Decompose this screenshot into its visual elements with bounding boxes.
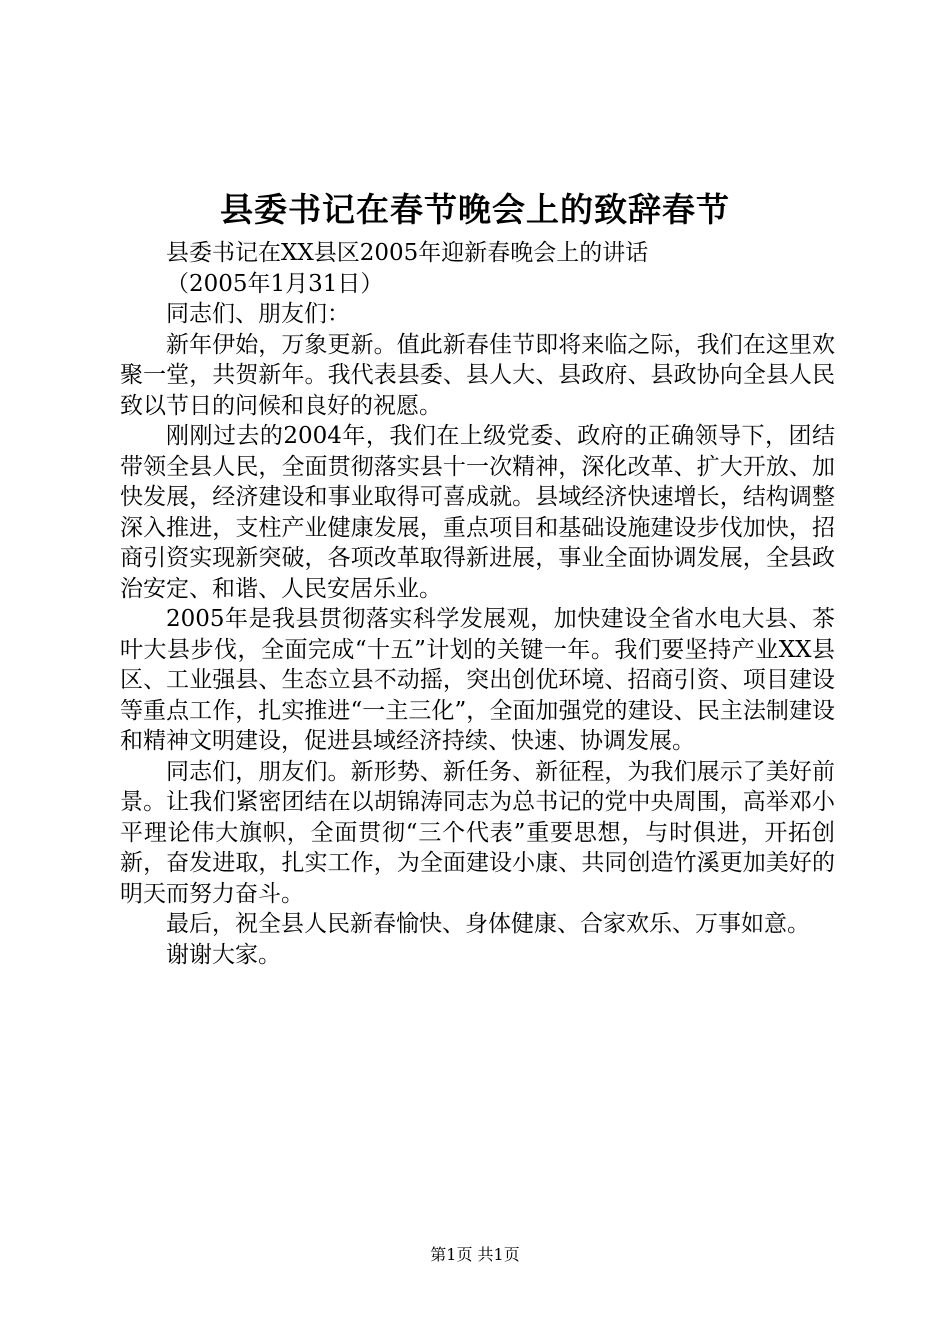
- closing-thanks: 谢谢大家。: [166, 941, 281, 968]
- document-title: 县委书记在春节晚会上的致辞春节: [220, 190, 730, 229]
- speech-date: （2005年1月31日）: [166, 270, 384, 297]
- paragraph: 最后，祝全县人民新春愉快、身体健康、合家欢乐、万事如意。: [166, 911, 810, 937]
- paragraph: 2005年是我县贯彻落实科学发展观，加快建设全省水电大县、茶叶大县步伐，全面完成“十五”计划的关键一年。我们要坚持产业XX县区、工业强县、生态立县不动摇，突出创优环境、招商引资、项目建设等重点工作，扎实推进“一主三化”，全面加强党的建设、民主法制建设和精神文明建设，促进县域经济持续、快速、协调发展。: [120, 606, 835, 754]
- page-number-footer: 第1页 共1页: [430, 1245, 520, 1264]
- paragraph: 刚刚过去的2004年，我们在上级党委、政府的正确领导下，团结带领全县人民，全面贯彻落实县十一次精神，深化改革、扩大开放、加快发展，经济建设和事业取得可喜成就。县域经济快速增长，结构调整深入推进，支柱产业健康发展，重点项目和基础设施建设步伐加快，招商引资实现新突破，各项改革取得新进展，事业全面协调发展，全县政治安定、和谐、人民安居乐业。: [120, 423, 835, 602]
- paragraph: 同志们，朋友们。新形势、新任务、新征程，为我们展示了美好前景。让我们紧密团结在以胡锦涛同志为总书记的党中央周围，高举邓小平理论伟大旗帜，全面贯彻“三个代表”重要思想，与时俱进，开拓创新，奋发进取，扎实工作，为全面建设小康、共同创造竹溪更加美好的明天而努力奋斗。: [120, 758, 835, 907]
- speech-subtitle: 县委书记在XX县区2005年迎新春晚会上的讲话: [166, 240, 649, 266]
- document-body: [120, 238, 835, 970]
- salutation: 同志们、朋友们：: [166, 301, 350, 327]
- paragraph: 新年伊始，万象更新。值此新春佳节即将来临之际，我们在这里欢聚一堂，共贺新年。我代表县委、县人大、县政府、县政协向全县人民致以节日的问候和良好的祝愿。: [120, 331, 835, 419]
